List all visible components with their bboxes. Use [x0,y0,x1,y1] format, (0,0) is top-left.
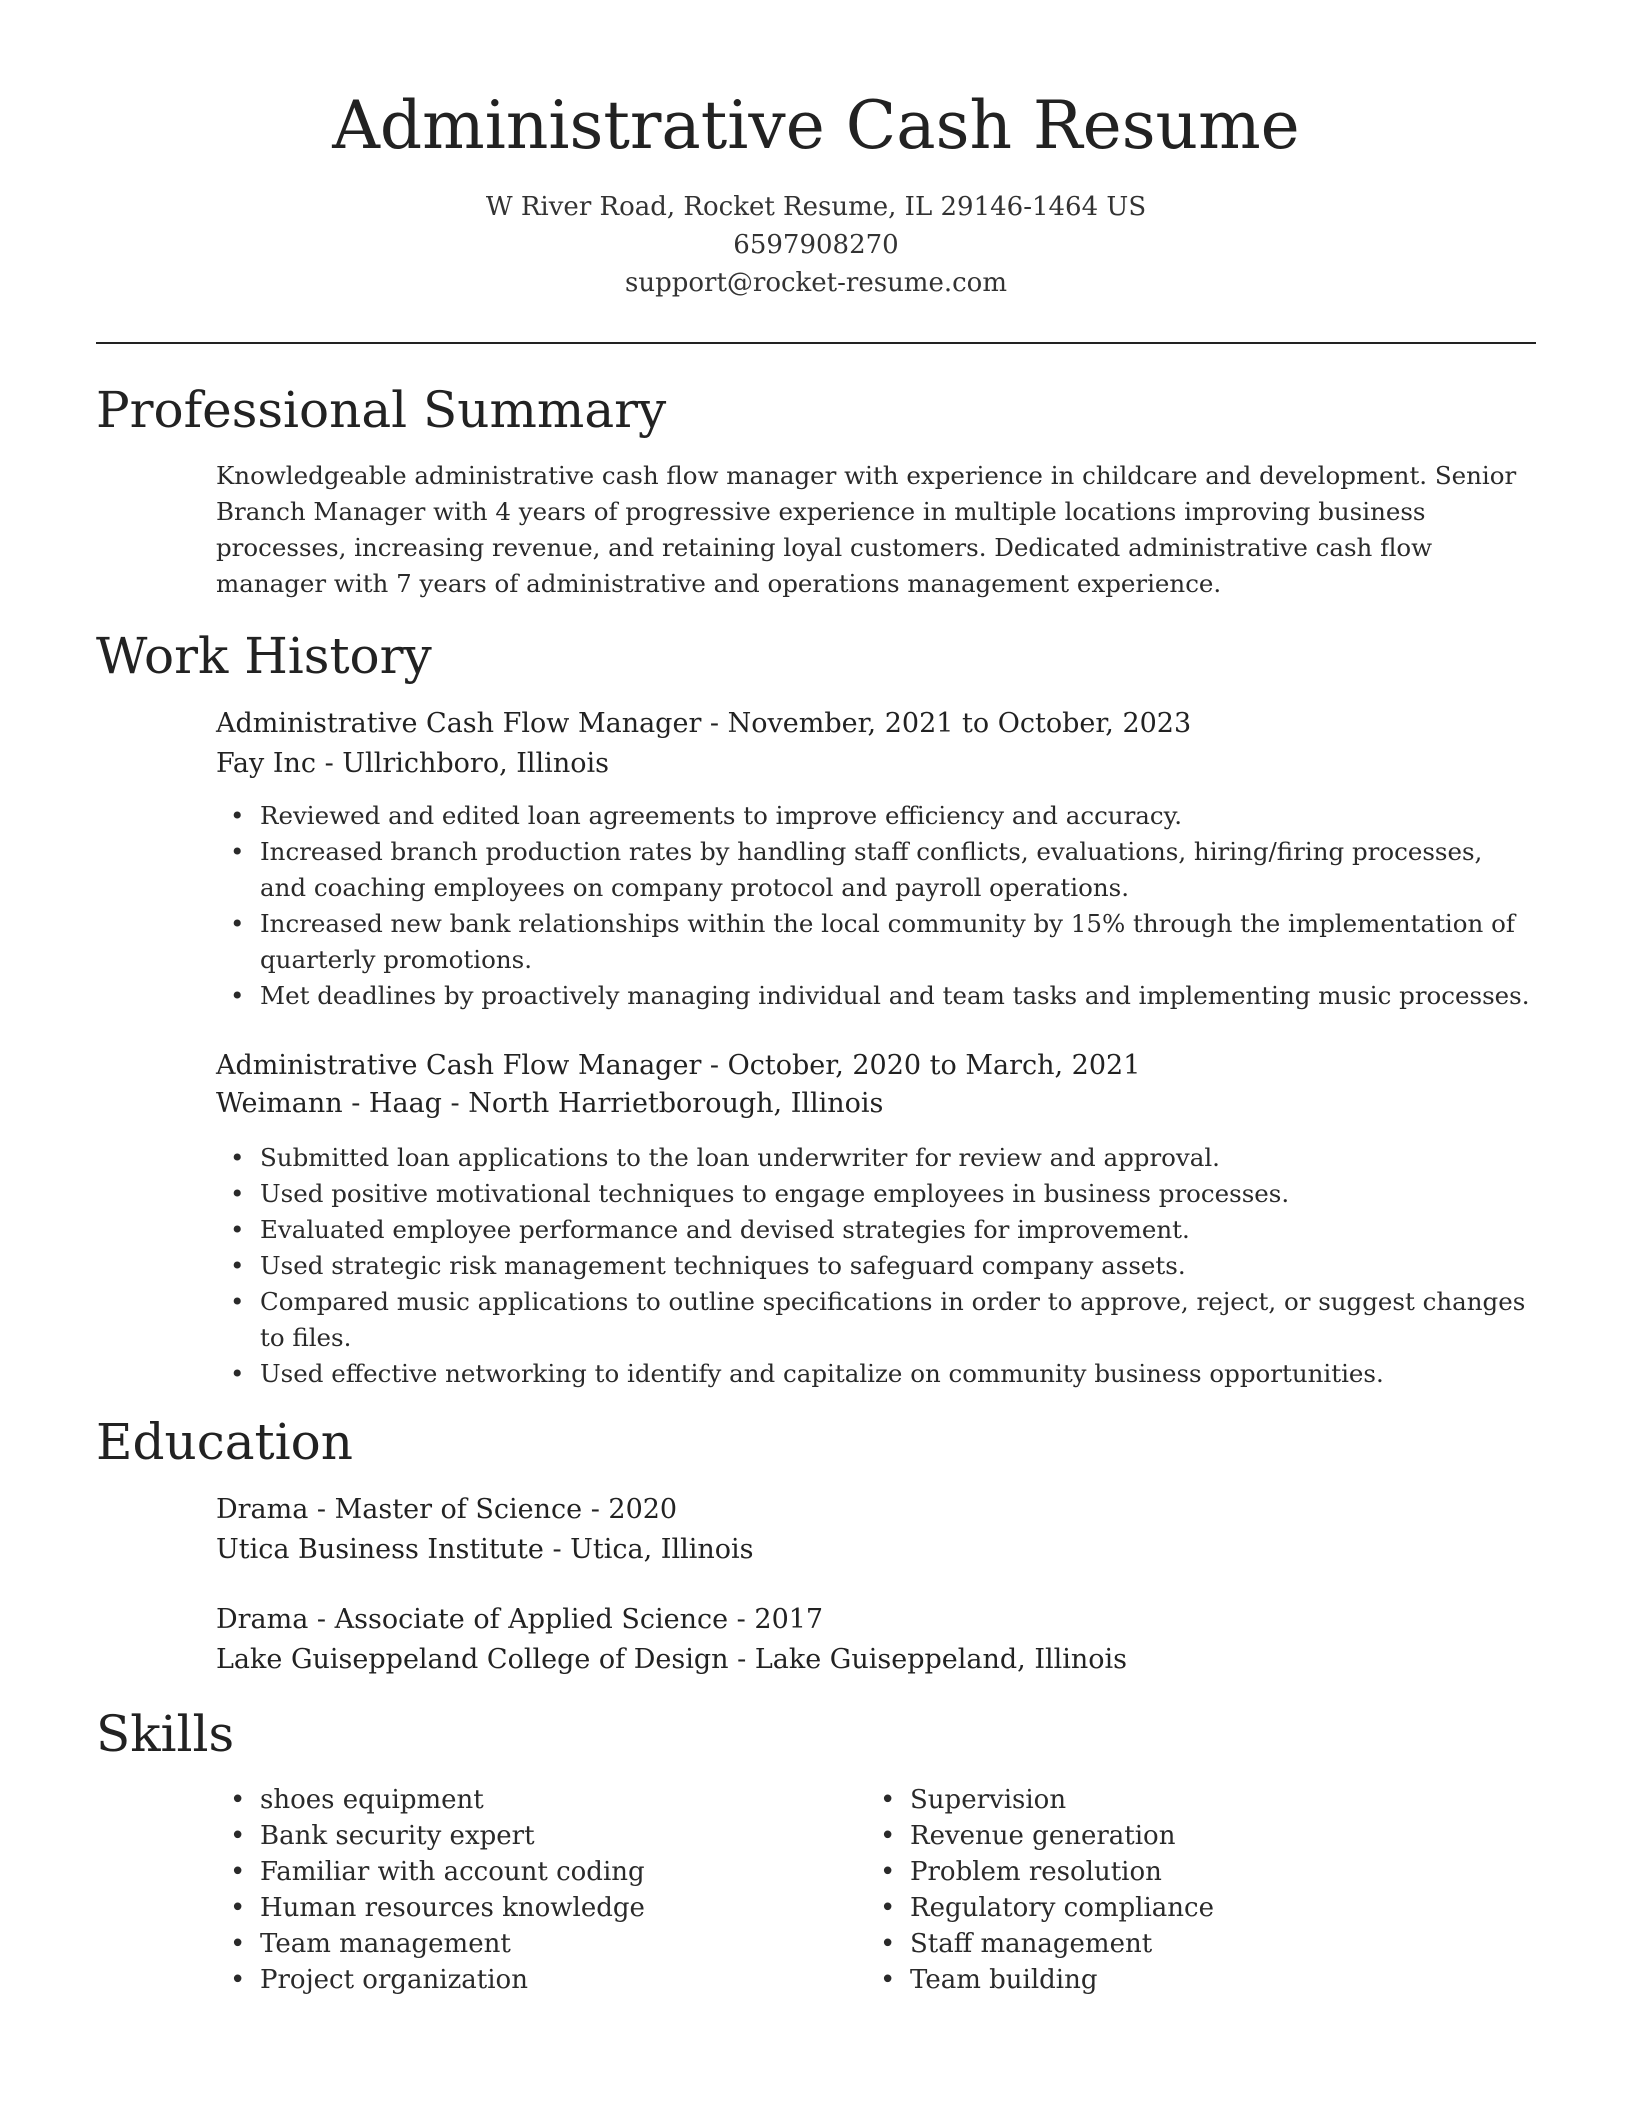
skill-item: • Human resources knowledge [216,1890,816,1926]
contact-info [96,188,1536,302]
skill-item: • Staff management [866,1926,1466,1962]
list-item: • Evaluated employee performance and devised strategies for improvement. [216,1212,1536,1248]
job-role-line: Administrative Cash Flow Manager - October, 2020 to March, 2021 [216,1050,1141,1081]
list-item: • Used effective networking to identify and capitalize on community business opportunities. [216,1356,1536,1392]
skill-item: • Supervision [866,1782,1466,1818]
contact-phone: 6597908270 [733,230,899,260]
list-item: • Submitted loan applications to the loan underwriter for review and approval. [216,1140,1536,1176]
list-item: • Used positive motivational techniques to engage employees in business processes. [216,1176,1536,1212]
education-school-line: Utica Business Institute - Utica, Illinois [216,1534,754,1565]
skill-item: • Team management [216,1926,816,1962]
skills-list-left [216,1782,816,1998]
list-item: • Compared music applications to outline specifications in order to approve, reject, or suggest changes to files. [216,1284,1536,1356]
resume-header [96,78,1536,302]
job-bullets [216,1140,1536,1392]
contact-email: support@rocket-resume.com [624,268,1007,298]
skill-item: • shoes equipment [216,1782,816,1818]
skill-item: • Bank security expert [216,1818,816,1854]
job-role-line: Administrative Cash Flow Manager - November, 2021 to October, 2023 [216,708,1192,739]
skill-item: • Project organization [216,1962,816,1998]
education-school-line: Lake Guiseppeland College of Design - Lake Guiseppeland, Illinois [216,1644,1128,1675]
summary-text: Knowledgeable administrative cash flow manager with experience in childcare and development. Senior Branch Manager with 4 years of progressive experience in multiple locations improving business processes, increasing revenue, and retaining loyal customers. Dedicated administrative cash flow manager with 7 years of administrative and operations management experience. [216,461,1517,598]
skill-item: • Regulatory compliance [866,1890,1466,1926]
education-degree-line: Drama - Associate of Applied Science - 2017 [216,1604,824,1635]
contact-address: W River Road, Rocket Resume, IL 29146-1464 US [485,192,1147,222]
list-item: • Met deadlines by proactively managing individual and team tasks and implementing music processes. [216,978,1536,1014]
section-title-summary: Professional Summary [96,381,667,439]
list-item: • Increased new bank relationships within the local community by 15% through the implementation of quarterly promotions. [216,906,1536,978]
skill-item: • Team building [866,1962,1466,1998]
job-company-line: Fay Inc - Ullrichboro, Illinois [216,748,609,779]
job-bullets [216,798,1536,1014]
skill-item: • Familiar with account coding [216,1854,816,1890]
resume-title: Administrative Cash Resume [332,87,1300,164]
section-title-work-history: Work History [96,627,432,685]
list-item: • Increased branch production rates by handling staff conflicts, evaluations, hiring/firing processes, and coaching employees on company protocol and payroll operations. [216,834,1536,906]
skill-item: • Revenue generation [866,1818,1466,1854]
job-company-line: Weimann - Haag - North Harrietborough, Illinois [216,1088,884,1119]
list-item: • Reviewed and edited loan agreements to improve efficiency and accuracy. [216,798,1536,834]
skills-list-right [866,1782,1466,1998]
section-title-skills: Skills [96,1705,235,1763]
education-degree-line: Drama - Master of Science - 2020 [216,1494,678,1525]
section-title-education: Education [96,1413,353,1471]
list-item: • Used strategic risk management techniques to safeguard company assets. [216,1248,1536,1284]
header-divider [96,342,1536,344]
skill-item: • Problem resolution [866,1854,1466,1890]
